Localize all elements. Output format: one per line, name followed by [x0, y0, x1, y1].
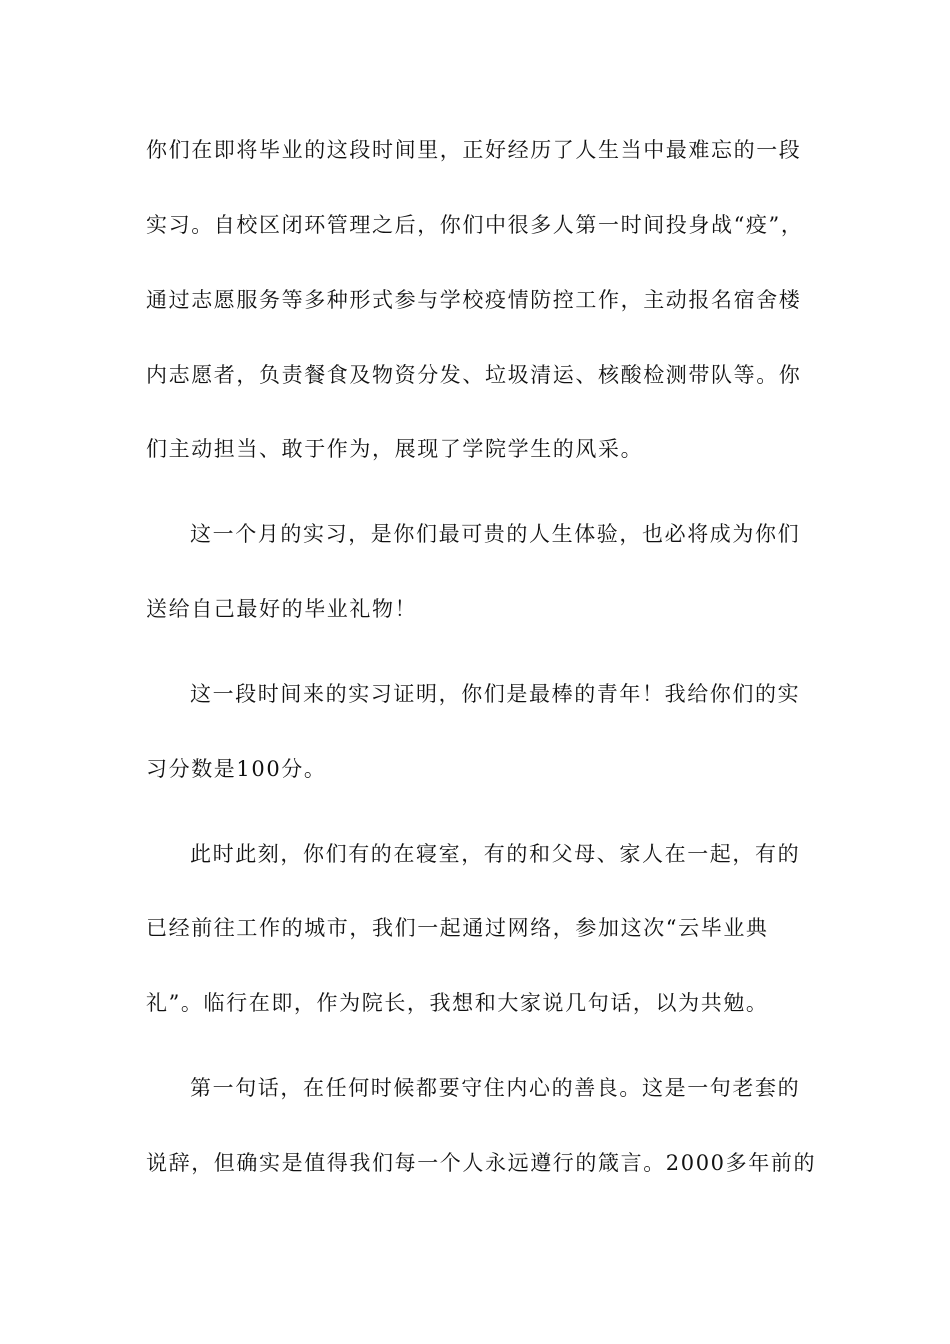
paragraph-first-line: 这一个月的实习，是你们最可贵的人生体验，也必将成为你们: [190, 522, 801, 546]
text-line: 习分数是100分。: [146, 757, 327, 781]
text-line: 们主动担当、敢于作为，展现了学院学生的风采。: [146, 437, 644, 461]
text-line: 礼”。临行在即，作为院长，我想和大家说几句话，以为共勉。: [146, 991, 769, 1015]
paragraph-first-line: 第一句话，在任何时候都要守住内心的善良。这是一句老套的: [190, 1076, 801, 1100]
text-line: 通过志愿服务等多种形式参与学校疫情防控工作，主动报名宿舍楼: [146, 288, 802, 312]
paragraph-first-line: 这一段时间来的实习证明，你们是最棒的青年！我给你们的实: [190, 682, 801, 706]
text-line: 已经前往工作的城市，我们一起通过网络，参加这次“云毕业典: [146, 916, 769, 940]
text-line: 说辞，但确实是值得我们每一个人永远遵行的箴言。2000多年前的: [146, 1151, 817, 1175]
text-line: 你们在即将毕业的这段时间里，正好经历了人生当中最难忘的一段: [146, 138, 802, 162]
text-line: 送给自己最好的毕业礼物！: [146, 597, 418, 621]
paragraph-first-line: 此时此刻，你们有的在寝室，有的和父母、家人在一起，有的: [190, 842, 801, 866]
text-line: 实习。自校区闭环管理之后，你们中很多人第一时间投身战“疫”，: [146, 213, 804, 237]
text-line: 内志愿者，负责餐食及物资分发、垃圾清运、核酸检测带队等。你: [146, 363, 802, 387]
